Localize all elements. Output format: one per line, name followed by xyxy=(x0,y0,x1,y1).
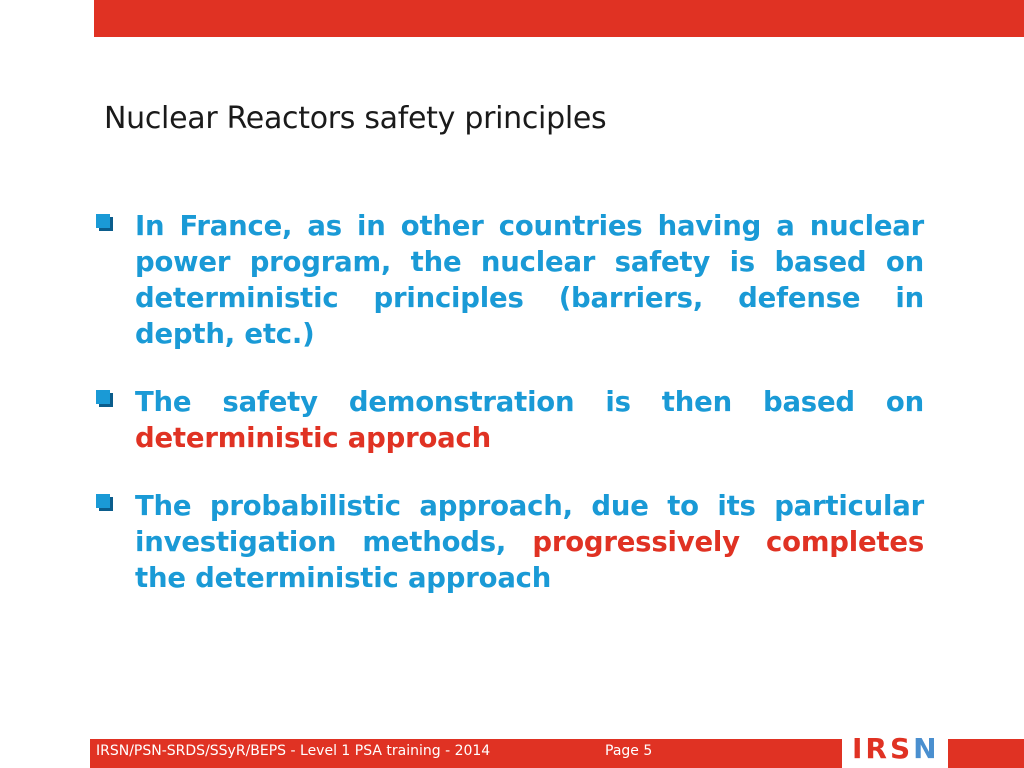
slide-title: Nuclear Reactors safety principles xyxy=(104,101,607,136)
bullet-text xyxy=(135,384,924,456)
logo-text-accent: N xyxy=(913,732,940,765)
square-bullet-icon xyxy=(96,494,113,511)
square-bullet-icon xyxy=(96,214,113,231)
bullet-text xyxy=(135,488,924,596)
bullet-item xyxy=(96,384,924,456)
bullet-text-segment: In France, as in other countries having a nuclear power program, the nuclear safety is based on deterministic principles (barriers, defense in depth, etc.) xyxy=(135,210,924,350)
bullet-item xyxy=(96,208,924,352)
logo-wordmark xyxy=(852,732,940,765)
bullet-text-highlight: progressively completes xyxy=(532,526,925,558)
bullet-item xyxy=(96,488,924,596)
bullet-list xyxy=(96,208,924,628)
bullet-text-segment: the deterministic approach xyxy=(135,562,552,594)
logo-text-main: IRS xyxy=(852,732,914,765)
irsn-logo xyxy=(842,729,948,768)
page-number: Page 5 xyxy=(605,743,653,759)
bullet-text xyxy=(135,208,924,352)
bullet-text-segment: The safety demonstration is then based on xyxy=(135,386,924,418)
top-accent-bar xyxy=(94,0,1024,37)
bullet-text-highlight: deterministic approach xyxy=(135,422,492,454)
footer-source: IRSN/PSN-SRDS/SSyR/BEPS - Level 1 PSA training - 2014 xyxy=(96,743,491,759)
square-bullet-icon xyxy=(96,390,113,407)
bullet-text-segment: The probabilistic approach, due to its particular investigation methods, xyxy=(135,490,924,558)
